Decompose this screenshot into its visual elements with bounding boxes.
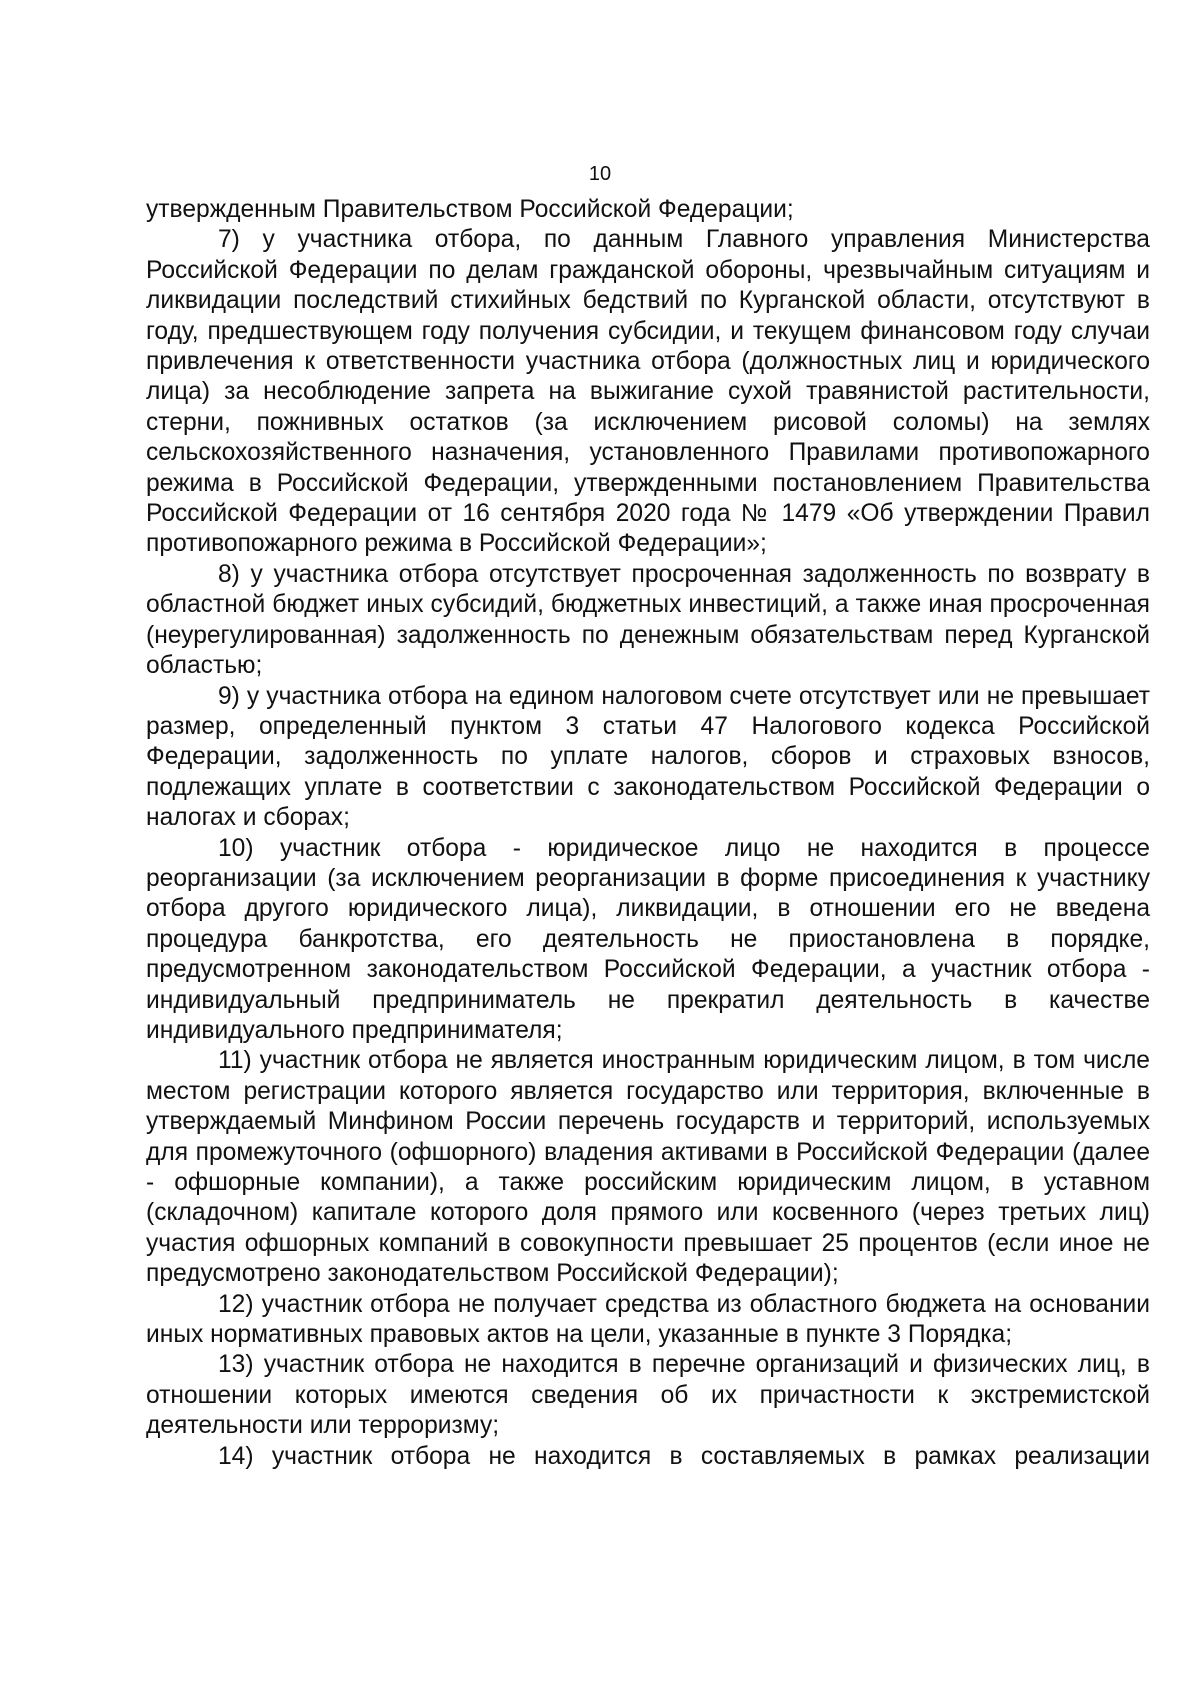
paragraph-item-12: 12) участник отбора не получает средства из областного бюджета на основании иных нормативных правовых актов на цели, указанные в пункте 3 Порядка; [146,1290,1150,1349]
paragraph-item-9: 9) у участника отбора на едином налоговом счете отсутствует или не превышает размер, определенный пунктом 3 статьи 47 Налогового кодекса Российской Федерации, задолженность по уплате налогов, сборов и страховых взносов, подлежащих уплате в соответствии с законодательством Российской Федерации о налогах и сборах; [146,682,1150,832]
paragraph-item-7: 7) у участника отбора, по данным Главного управления Министерства Российской Федерации по делам гражданской обороны, чрезвычайным ситуациям и ликвидации последствий стихийных бедствий по Курганской области, отсутствуют в году, предшествующем году получения субсидии, и текущем финансовом году случаи привлечения к ответственности участника отбора (должностных лиц и юридического лица) за несоблюдение запрета на выжигание сухой травянистой растительности, стерни, пожнивных остатков (за исключением рисовой соломы) на землях сельскохозяйственного назначения, установленного Правилами противопожарного режима в Российской Федерации, утвержденными постановлением Правительства Российской Федерации от 16 сентября 2020 года № 1479 «Об утверждении Правил противопожарного режима в Российской Федерации»; [146,226,1150,558]
page-number: 10 [588,163,612,185]
paragraph-continuation: утвержденным Правительством Российской Федерации; [146,196,794,223]
paragraph-item-14: 14) участник отбора не находится в составляемых в рамках реализации [218,1442,1150,1470]
paragraph-item-8: 8) у участника отбора отсутствует просроченная задолженность по возврату в областной бюджет иных субсидий, бюджетных инвестиций, а также иная просроченная (неурегулированная) задолженность по денежным обязательствам перед Курганской областью; [146,560,1150,680]
document-body [146,195,1150,1472]
paragraph-item-10: 10) участник отбора - юридическое лицо не находится в процессе реорганизации (за исключением реорганизации в форме присоединения к участнику отбора другого юридического лица), ликвидации, в отношении его не введена процедура банкротства, его деятельность не приостановлена в порядке, предусмотренном законодательством Российской Федерации, а участник отбора - индивидуальный предприниматель не прекратил деятельность в качестве индивидуального предпринимателя; [146,834,1150,1044]
paragraph-item-13: 13) участник отбора не находится в перечне организаций и физических лиц, в отношении которых имеются сведения об их причастности к экстремистской деятельности или терроризму; [146,1351,1150,1440]
paragraph-item-11: 11) участник отбора не является иностранным юридическим лицом, в том числе местом регистрации которого является государство или территория, включенные в утверждаемый Минфином России перечень государств и территорий, используемых для промежуточного (офшорного) владения активами в Российской Федерации (далее - офшорные компании), а также российским юридическим лицом, в уставном (складочном) капитале которого доля прямого или косвенного (через третьих лиц) участия офшорных компаний в совокупности превышает 25 процентов (если иное не предусмотрено законодательством Российской Федерации); [146,1047,1150,1288]
